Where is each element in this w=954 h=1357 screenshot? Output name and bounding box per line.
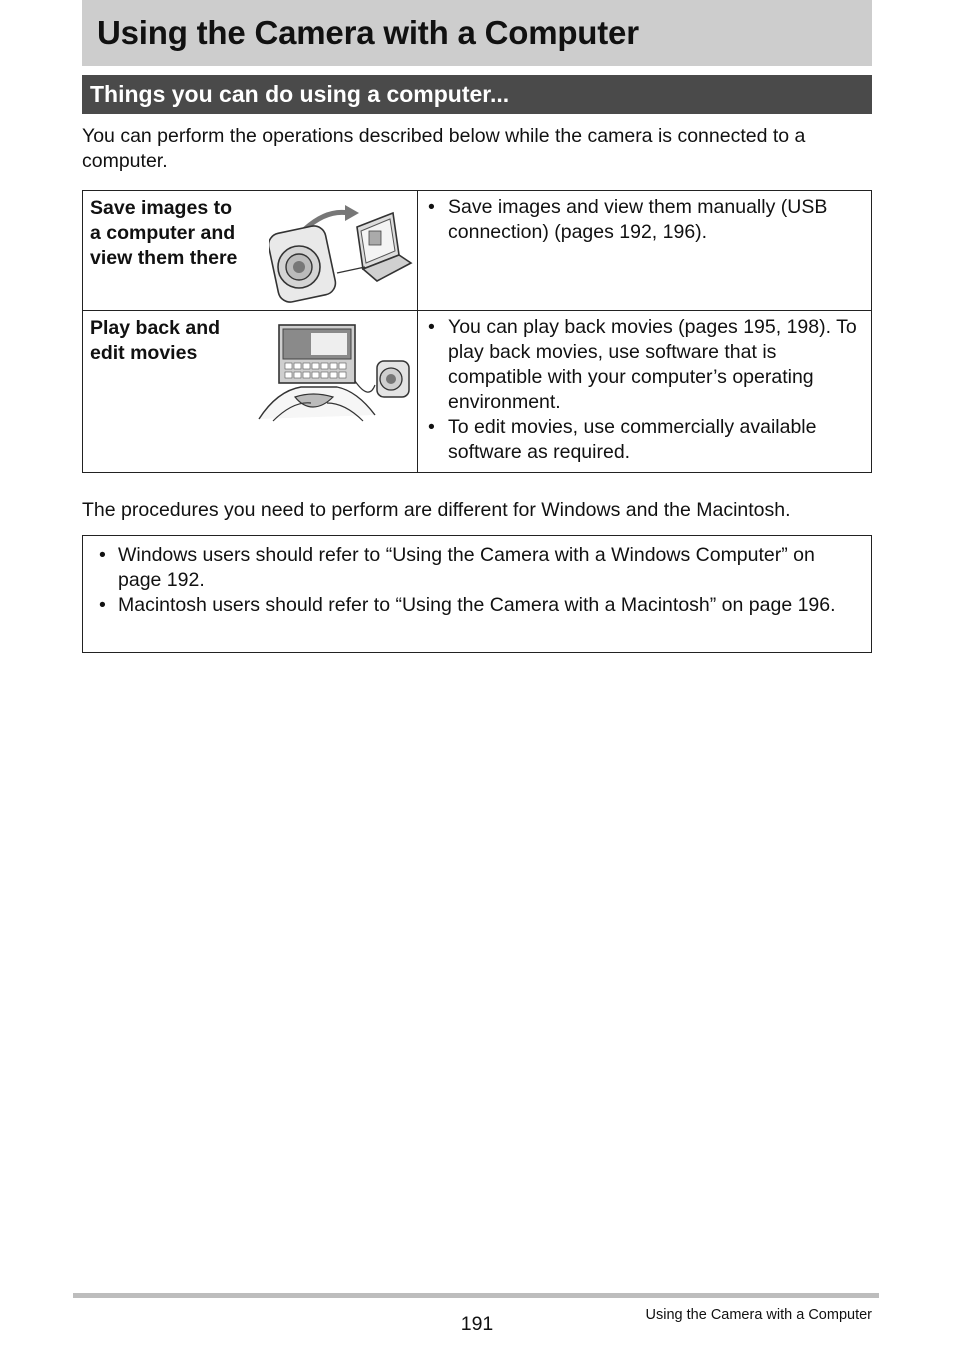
camera-to-laptop-illustration bbox=[269, 203, 415, 303]
features-table bbox=[82, 190, 872, 473]
running-head: Using the Camera with a Computer bbox=[645, 1307, 872, 1323]
page-title-bar bbox=[82, 0, 872, 66]
feature-cell bbox=[83, 191, 418, 311]
table-row bbox=[83, 311, 872, 473]
feature-bullets bbox=[418, 311, 871, 465]
feature-bullets bbox=[418, 191, 871, 245]
section-heading-bar bbox=[82, 75, 872, 114]
page-number: 191 bbox=[460, 1313, 494, 1335]
movie-editing-illustration bbox=[253, 321, 413, 427]
bullet-item: • Save images and view them manually (USB connection) (pages 192, 196). bbox=[428, 195, 863, 245]
bullet-item: • You can play back movies (pages 195, 198). To play back movies, use software that is compatible with your computer’s operating environment. bbox=[428, 315, 863, 415]
section-heading: Things you can do using a computer... bbox=[90, 81, 510, 107]
procedures-paragraph: The procedures you need to perform are different for Windows and the Macintosh. bbox=[82, 499, 791, 521]
note-box bbox=[82, 535, 872, 653]
note-bullets bbox=[83, 536, 871, 618]
feature-description-cell bbox=[418, 311, 872, 473]
bullet-item: • Windows users should refer to “Using the Camera with a Windows Computer” on page 192. bbox=[99, 543, 857, 593]
table-row bbox=[83, 191, 872, 311]
feature-name bbox=[90, 196, 260, 271]
page-title: Using the Camera with a Computer bbox=[97, 14, 639, 51]
footer-divider bbox=[73, 1293, 879, 1298]
bullet-item: • Macintosh users should refer to “Using the Camera with a Macintosh” on page 196. bbox=[99, 593, 857, 618]
feature-name-line: a computer and bbox=[90, 222, 236, 244]
feature-name-line: edit movies bbox=[90, 342, 198, 364]
feature-name-line: view them there bbox=[90, 247, 238, 269]
feature-description-cell bbox=[418, 191, 872, 311]
feature-name-line: Play back and bbox=[90, 317, 221, 339]
feature-cell bbox=[83, 311, 418, 473]
intro-paragraph: You can perform the operations described below while the camera is connected to a computer. bbox=[82, 125, 806, 172]
feature-name-line: Save images to bbox=[90, 197, 232, 219]
feature-name bbox=[90, 316, 260, 366]
bullet-item: • To edit movies, use commercially available software as required. bbox=[428, 415, 863, 465]
